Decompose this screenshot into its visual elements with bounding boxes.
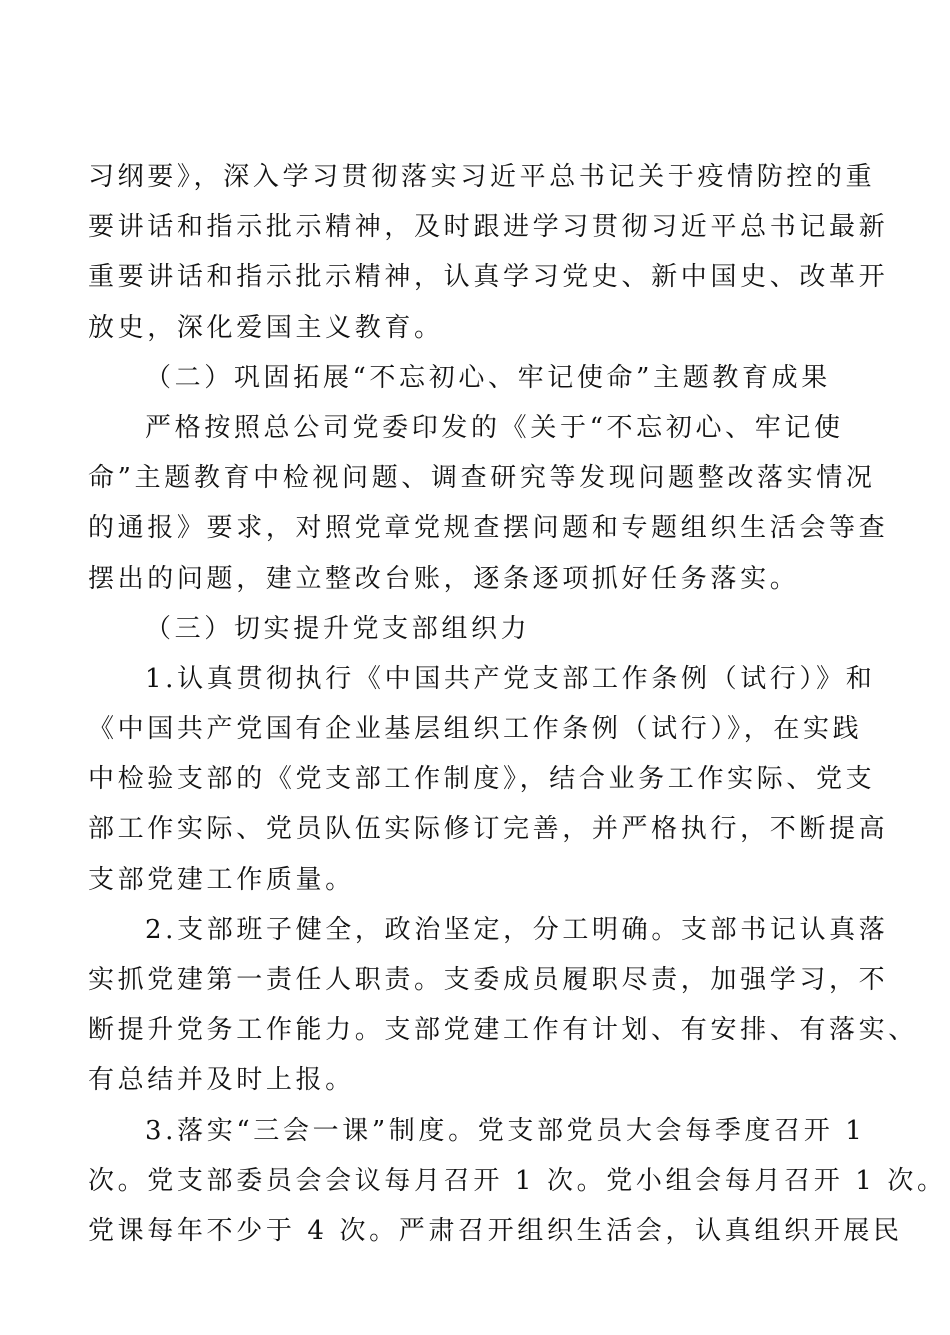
section-heading-3: （三）切实提升党支部组织力 <box>145 613 531 644</box>
paragraph-line: 2.支部班子健全，政治坚定，分工明确。支部书记认真落 <box>145 914 889 945</box>
paragraph-line: 的通报》要求，对照党章党规查摆问题和专题组织生活会等查 <box>88 513 889 544</box>
paragraph-line: 部工作实际、党员队伍实际修订完善，并严格执行，不断提高 <box>88 814 889 845</box>
paragraph-line: 严格按照总公司党委印发的《关于“不忘初心、牢记使 <box>145 412 844 443</box>
paragraph-line: 有总结并及时上报。 <box>88 1065 355 1096</box>
paragraph-line: 《中国共产党国有企业基层组织工作条例（试行）》，在实践 <box>88 714 863 745</box>
paragraph-line: 要讲话和指示批示精神，及时跟进学习贯彻习近平总书记最新 <box>88 212 889 243</box>
section-heading-2: （二）巩固拓展“不忘初心、牢记使命”主题教育成果 <box>145 362 831 393</box>
paragraph-line: 实抓党建第一责任人职责。支委成员履职尽责，加强学习，不 <box>88 965 889 995</box>
document-body <box>88 152 947 1256</box>
paragraph-line: 支部党建工作质量。 <box>88 864 355 895</box>
paragraph-line: 放史，深化爱国主义教育。 <box>88 312 444 343</box>
paragraph-line: 党课每年不少于 4 次。严肃召开组织生活会，认真组织开展民 <box>88 1215 903 1246</box>
paragraph-line: 断提升党务工作能力。支部党建工作有计划、有安排、有落实、 <box>88 1015 918 1046</box>
paragraph-line: 次。党支部委员会会议每月召开 1 次。党小组会每月召开 1 次。 <box>88 1165 947 1196</box>
paragraph-line: 中检验支部的《党支部工作制度》，结合业务工作实际、党支 <box>88 764 876 795</box>
paragraph-line: 习纲要》，深入学习贯彻落实习近平总书记关于疫情防控的重 <box>88 162 876 192</box>
paragraph-line: 重要讲话和指示批示精神，认真学习党史、新中国史、改革开 <box>88 262 889 293</box>
paragraph-line: 1.认真贯彻执行《中国共产党支部工作条例（试行）》和 <box>145 663 876 694</box>
paragraph-line: 3.落实“三会一课”制度。党支部党员大会每季度召开 1 <box>145 1115 866 1146</box>
paragraph-line: 命”主题教育中检视问题、调查研究等发现问题整改落实情况 <box>88 463 876 494</box>
paragraph-line: 摆出的问题，建立整改台账，逐条逐项抓好任务落实。 <box>88 563 800 594</box>
